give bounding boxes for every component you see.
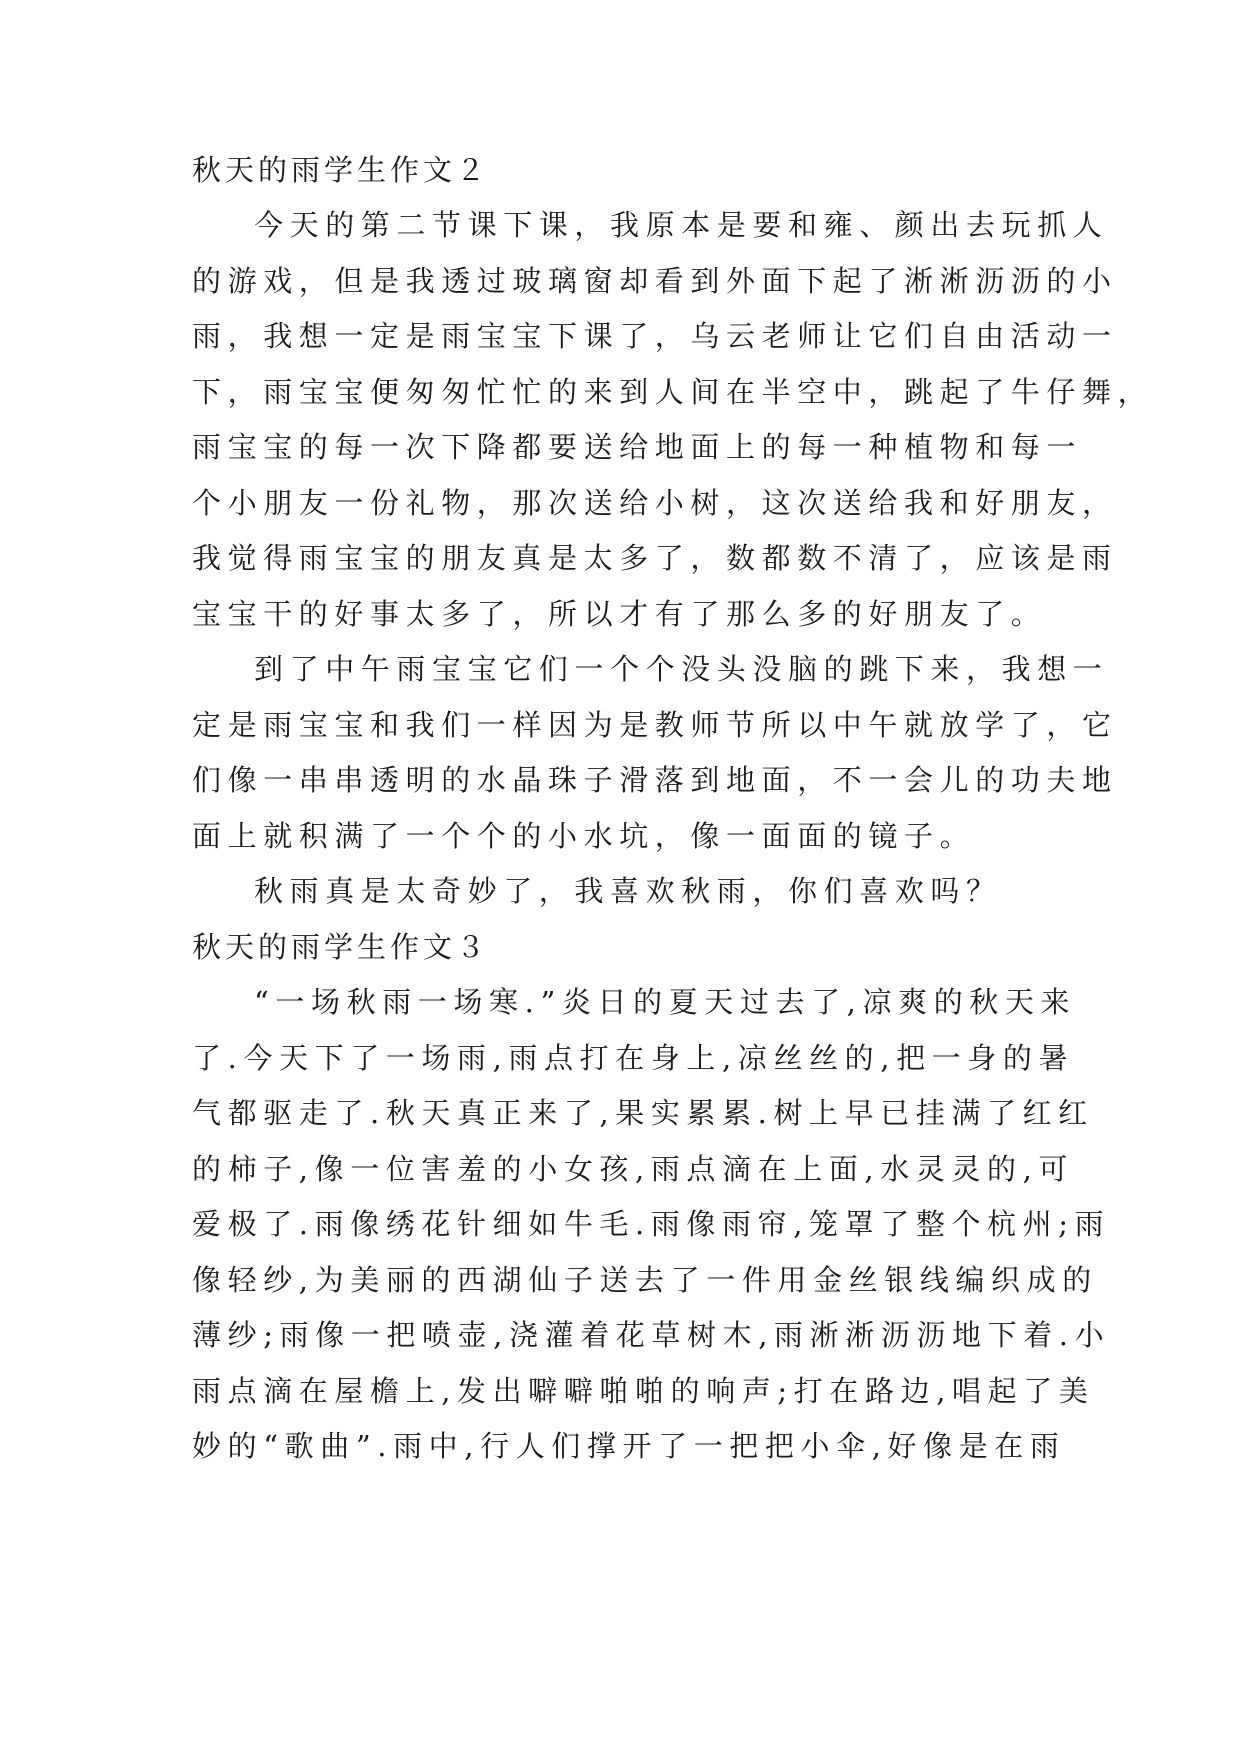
paragraph-line: 爱极了.雨像绣花针细如牛毛.雨像雨帘,笼罩了整个杭州;雨 xyxy=(192,1207,1111,1241)
paragraph-line: 秋雨真是太奇妙了，我喜欢秋雨，你们喜欢吗？ xyxy=(254,874,1002,908)
paragraph-line: 薄纱;雨像一把喷壶,浇灌着花草树木,雨淅淅沥沥地下着.小 xyxy=(192,1318,1111,1352)
paragraph-line: 雨宝宝的每一次下降都要送给地面上的每一种植物和每一 xyxy=(192,430,1083,464)
paragraph-line: 面上就积满了一个个的小水坑，像一面面的镜子。 xyxy=(192,819,976,853)
paragraph-line: 像轻纱,为美丽的西湖仙子送去了一件用金丝银线编织成的 xyxy=(192,1263,1098,1297)
paragraph-line: 了.今天下了一场雨,雨点打在身上,凉丝丝的,把一身的暑 xyxy=(192,1041,1075,1075)
essay-2-title: 秋天的雨学生作文２ xyxy=(192,153,490,187)
paragraph-line: “一场秋雨一场寒.”炎日的夏天过去了,凉爽的秋天来 xyxy=(254,985,1077,1019)
paragraph-line: 气都驱走了.秋天真正来了,果实累累.树上早已挂满了红红 xyxy=(192,1096,1094,1130)
paragraph-line: 今天的第二节课下课，我原本是要和雍、颜出去玩抓人 xyxy=(254,208,1109,242)
paragraph-line: 雨，我想一定是雨宝宝下课了，乌云老师让它们自由活动一 xyxy=(192,319,1118,353)
paragraph-line: 到了中午雨宝宝它们一个个没头没脑的跳下来，我想一 xyxy=(254,652,1109,686)
paragraph-line: 雨点滴在屋檐上,发出噼噼啪啪的响声;打在路边,唱起了美 xyxy=(192,1374,1095,1408)
paragraph-line: 的柿子,像一位害羞的小女孩,雨点滴在上面,水灵灵的,可 xyxy=(192,1152,1075,1186)
paragraph-line: 的游戏，但是我透过玻璃窗却看到外面下起了淅淅沥沥的小 xyxy=(192,264,1118,298)
paragraph-line: 宝宝干的好事太多了，所以才有了那么多的好朋友了。 xyxy=(192,597,1047,631)
paragraph-line: 下，雨宝宝便匆匆忙忙的来到人间在半空中，跳起了牛仔舞， xyxy=(192,375,1154,409)
paragraph-line: 定是雨宝宝和我们一样因为是教师节所以中午就放学了，它 xyxy=(192,708,1118,742)
essay-3-title: 秋天的雨学生作文３ xyxy=(192,930,490,964)
paragraph-line: 个小朋友一份礼物，那次送给小树，这次送给我和好朋友， xyxy=(192,486,1118,520)
paragraph-line: 我觉得雨宝宝的朋友真是太多了，数都数不清了，应该是雨 xyxy=(192,541,1118,575)
paragraph-line: 妙的“歌曲”.雨中,行人们撑开了一把把小伞,好像是在雨 xyxy=(192,1429,1066,1463)
paragraph-line: 们像一串串透明的水晶珠子滑落到地面，不一会儿的功夫地 xyxy=(192,763,1118,797)
